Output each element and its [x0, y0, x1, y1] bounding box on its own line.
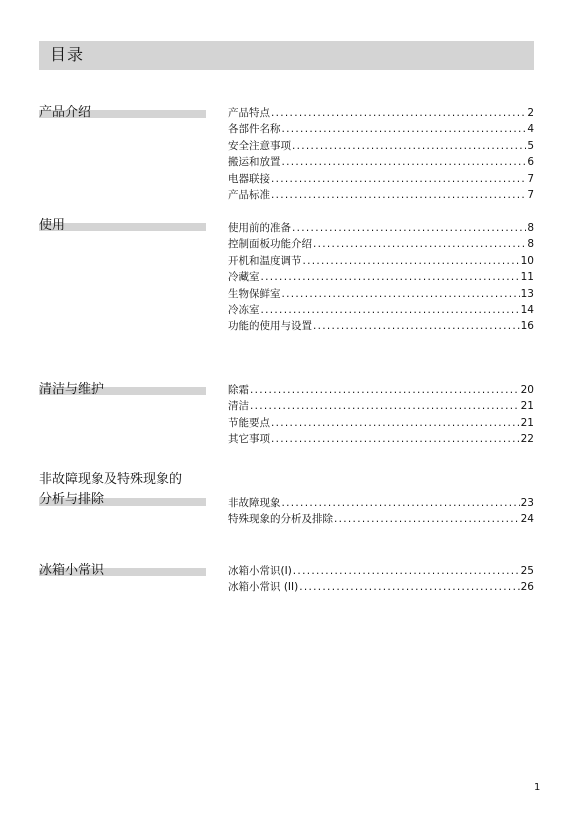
toc-entry-label: 清洁 [228, 400, 249, 413]
toc-entry-page: 25 [520, 565, 534, 577]
section-heading [39, 470, 206, 510]
toc-entry-label: 其它事项 [228, 433, 270, 446]
section-heading-text: 清洁与维护 [39, 382, 105, 397]
leader-dots [250, 382, 520, 398]
leader-dots [271, 431, 520, 447]
toc-entry-page: 24 [520, 513, 534, 526]
toc-entry[interactable] [228, 579, 534, 595]
toc-entry[interactable] [228, 236, 534, 252]
title-bar [39, 41, 534, 70]
section-heading [39, 561, 206, 581]
toc-entry-label: 节能要点 [228, 416, 270, 429]
section-heading-text: 产品介绍 [39, 105, 92, 120]
toc-entry-label: 功能的使用与设置 [228, 320, 312, 333]
toc-entry[interactable] [228, 253, 534, 269]
toc-entry-page: 22 [520, 433, 534, 446]
section-heading [39, 103, 206, 123]
leader-dots [299, 579, 519, 595]
section-heading-text: 分析与排除 [39, 492, 105, 507]
toc-entry[interactable] [228, 269, 534, 285]
leader-dots [261, 302, 520, 318]
toc-entry-label: 非故障现象 [228, 497, 281, 509]
toc-entry-page: 10 [520, 254, 534, 267]
toc-entry-label: 冰箱小常识 (II) [228, 581, 299, 594]
toc-entry-page: 14 [520, 303, 534, 316]
toc-entry[interactable] [228, 415, 534, 431]
toc-list [228, 220, 534, 335]
toc-entry-label: 安全注意事项 [228, 139, 291, 152]
toc-list [228, 495, 534, 528]
toc-entry-label: 除霜 [228, 384, 249, 396]
section-heading [39, 216, 206, 236]
toc-list [228, 563, 534, 596]
toc-entry-page: 8 [527, 238, 534, 251]
toc-entry[interactable] [228, 138, 534, 154]
section-heading [39, 380, 206, 400]
toc-entry-page: 11 [520, 271, 534, 284]
leader-dots [271, 171, 526, 187]
toc-entry-page: 23 [520, 497, 534, 509]
toc-entry-label: 冷冻室 [228, 303, 260, 316]
leader-dots [261, 269, 520, 285]
toc-entry-label: 电器联接 [228, 172, 270, 185]
toc-entry-page: 16 [520, 320, 534, 333]
leader-dots [271, 415, 520, 431]
toc-entry-page: 13 [520, 287, 534, 300]
leader-dots [282, 154, 527, 170]
toc-entry-label: 冷藏室 [228, 271, 260, 284]
toc-entry[interactable] [228, 382, 534, 398]
toc-entry-label: 产品标准 [228, 188, 270, 201]
toc-entry-page: 6 [527, 156, 534, 169]
toc-entry-label: 特殊现象的分析及排除 [228, 513, 333, 526]
toc-entry-page: 26 [520, 581, 534, 594]
toc-entry-label: 控制面板功能介绍 [228, 238, 312, 251]
page-number: 1 [534, 782, 541, 793]
toc-list [228, 105, 534, 203]
section-heading-text: 非故障现象及特殊现象的 [39, 472, 183, 487]
toc-entry[interactable] [228, 171, 534, 187]
toc-entry-label: 产品特点 [228, 107, 270, 119]
page-title: 目录 [50, 45, 85, 64]
toc-entry-label: 搬运和放置 [228, 156, 281, 169]
toc-entry-label: 各部件名称 [228, 123, 281, 136]
toc-entry-page: 7 [527, 188, 534, 201]
toc-entry[interactable] [228, 121, 534, 137]
leader-dots [292, 138, 526, 154]
toc-entry-page: 21 [520, 416, 534, 429]
toc-entry[interactable] [228, 286, 534, 302]
toc-entry[interactable] [228, 398, 534, 414]
toc-entry-label: 生物保鲜室 [228, 287, 281, 300]
toc-entry[interactable] [228, 105, 534, 121]
toc-entry-label: 冰箱小常识(I) [228, 565, 292, 577]
leader-dots [271, 187, 526, 203]
toc-entry-page: 4 [527, 123, 534, 136]
toc-list [228, 382, 534, 448]
section-heading-text: 冰箱小常识 [39, 563, 105, 578]
toc-entry-page: 20 [520, 384, 534, 396]
leader-dots [282, 286, 520, 302]
leader-dots [282, 495, 520, 511]
toc-entry-label: 开机和温度调节 [228, 254, 302, 267]
leader-dots [282, 121, 527, 137]
toc-entry[interactable] [228, 563, 534, 579]
toc-entry[interactable] [228, 511, 534, 527]
toc-entry[interactable] [228, 220, 534, 236]
leader-dots [313, 236, 526, 252]
toc-entry-page: 2 [527, 107, 534, 119]
toc-entry[interactable] [228, 318, 534, 334]
toc-entry-page: 7 [527, 172, 534, 185]
leader-dots [303, 253, 520, 269]
toc-entry-label: 使用前的准备 [228, 222, 291, 234]
toc-entry[interactable] [228, 154, 534, 170]
leader-dots [250, 398, 520, 414]
leader-dots [292, 220, 526, 236]
toc-entry-page: 8 [527, 222, 534, 234]
toc-entry[interactable] [228, 302, 534, 318]
toc-entry-page: 21 [520, 400, 534, 413]
leader-dots [313, 318, 520, 334]
toc-entry[interactable] [228, 431, 534, 447]
toc-entry[interactable] [228, 495, 534, 511]
leader-dots [271, 105, 526, 121]
toc-entry-page: 5 [527, 139, 534, 152]
section-heading-text: 使用 [39, 218, 66, 233]
leader-dots [334, 511, 520, 527]
toc-entry[interactable] [228, 187, 534, 203]
leader-dots [293, 563, 520, 579]
